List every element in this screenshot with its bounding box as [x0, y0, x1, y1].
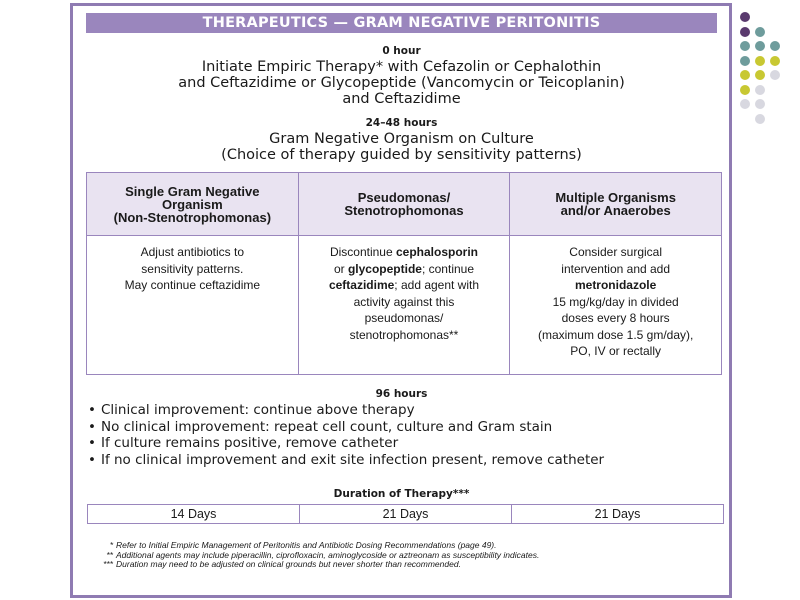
decorative-dot	[755, 70, 765, 80]
header-line: and/or Anaerobes	[560, 203, 671, 218]
decorative-dot	[740, 12, 750, 22]
footnote-mark: **	[106, 549, 113, 560]
cell-line	[305, 294, 504, 311]
cell-line	[516, 277, 715, 294]
footnote-text: Duration may need to be adjusted on clinical grounds but never shorter than recommended.	[116, 559, 461, 569]
stage-0-line: and Ceftazidime	[342, 91, 461, 107]
decorative-dot	[770, 41, 780, 51]
footnote	[91, 560, 701, 570]
cell-line	[305, 310, 504, 327]
cell-line	[516, 294, 715, 311]
decorative-dot	[740, 27, 750, 37]
drug-name: metronidazole	[574, 278, 657, 292]
cell-text: PO, IV or rectally	[570, 344, 661, 358]
cell-multiple-organisms	[510, 236, 722, 375]
footnote-text: Refer to Initial Empiric Management of Peritonitis and Antibiotic Dosing Recommendations (page 49).	[116, 540, 497, 550]
page-title: THERAPEUTICS — GRAM NEGATIVE PERITONITIS	[86, 13, 717, 33]
cell-text: doses every 8 hours	[561, 311, 670, 325]
decorative-dot	[740, 99, 750, 109]
cell-text: Discontinue	[329, 245, 396, 259]
header-line: (Non-Stenotrophomonas)	[113, 209, 272, 225]
column-header-single-gram-negative	[87, 173, 299, 236]
duration-label: Duration of Therapy***	[333, 488, 470, 500]
cell-pseudomonas	[298, 236, 510, 375]
cell-line	[93, 244, 292, 261]
cell-text: ; continue	[421, 261, 475, 276]
cell-line	[305, 327, 504, 344]
cell-line	[93, 277, 292, 294]
cell-text: stenotrophomonas**	[349, 327, 459, 342]
duration-table	[87, 504, 724, 524]
bullet-item: • If no clinical improvement and exit site infection present, remove catheter	[88, 452, 604, 469]
decorative-dot	[755, 99, 765, 109]
bullet-item: • Clinical improvement: continue above therapy	[88, 402, 604, 419]
header-line: Organism	[161, 196, 223, 212]
stage-1-line: Gram Negative Organism on Culture	[269, 131, 534, 147]
header-line: Single Gram Negative	[125, 183, 260, 199]
stage-2-bullets	[88, 402, 604, 468]
decorative-dots	[740, 12, 790, 132]
cell-line	[516, 244, 715, 261]
stage-1-line: (Choice of therapy guided by sensitivity patterns)	[221, 147, 582, 163]
footnote-mark: ***	[103, 559, 113, 569]
decorative-dot	[755, 85, 765, 95]
footnote-mark: *	[109, 540, 113, 550]
cell-text: 15 mg/kg/day in divided	[552, 294, 679, 309]
header-line: Pseudomonas/	[357, 190, 451, 205]
cell-line	[305, 261, 504, 278]
column-header-multiple-organisms	[510, 173, 722, 236]
duration-single-gram-negative: 14 Days	[88, 505, 300, 524]
footnotes	[91, 541, 701, 570]
stage-0-time: 0 hour	[382, 45, 421, 57]
cell-line	[516, 327, 715, 344]
cell-line	[516, 310, 715, 327]
cell-text: pseudomonas/	[364, 311, 444, 325]
drug-name: cephalosporin	[396, 245, 479, 259]
cell-text: or	[333, 261, 348, 276]
duration-multiple-organisms: 21 Days	[512, 505, 724, 524]
stage-0-text	[86, 59, 717, 107]
content-panel	[70, 3, 732, 598]
decorative-dot	[755, 56, 765, 66]
cell-text: sensitivity patterns.	[141, 261, 244, 276]
decorative-dot	[740, 85, 750, 95]
bullet-item: • If culture remains positive, remove catheter	[88, 435, 604, 452]
drug-name: ceftazidime	[328, 278, 395, 292]
cell-text: activity against this	[353, 294, 455, 309]
column-header-pseudomonas	[298, 173, 510, 236]
cell-line	[516, 261, 715, 278]
organism-table	[86, 172, 722, 375]
decorative-dot	[770, 56, 780, 66]
duration-pseudomonas: 21 Days	[300, 505, 512, 524]
cell-text: May continue ceftazidime	[124, 278, 261, 292]
decorative-dot	[740, 70, 750, 80]
cell-text: ; add agent with	[394, 278, 480, 292]
cell-line	[516, 343, 715, 360]
cell-line	[305, 244, 504, 261]
stage-1-time: 24–48 hours	[365, 117, 438, 129]
cell-text: intervention and add	[561, 261, 671, 276]
cell-line	[305, 277, 504, 294]
stage-2-time: 96 hours	[375, 388, 428, 400]
cell-line	[93, 261, 292, 278]
decorative-dot	[755, 27, 765, 37]
decorative-dot	[770, 70, 780, 80]
header-line: Multiple Organisms	[555, 190, 676, 205]
stage-1-text	[86, 131, 717, 163]
footnote-text: Additional agents may include piperacillin, ciprofloxacin, aminoglycoside or aztreonam as susceptibility indicates.	[116, 549, 540, 560]
decorative-dot	[755, 41, 765, 51]
cell-text: Consider surgical	[569, 245, 663, 259]
decorative-dot	[740, 41, 750, 51]
decorative-dot	[755, 114, 765, 124]
cell-text: (maximum dose 1.5 gm/day),	[537, 327, 694, 342]
cell-single-gram-negative	[87, 236, 299, 375]
stage-0-line: Initiate Empiric Therapy* with Cefazolin or Cephalothin	[201, 59, 602, 75]
cell-text: Adjust antibiotics to	[140, 245, 245, 259]
decorative-dot	[740, 56, 750, 66]
bullet-item: • No clinical improvement: repeat cell count, culture and Gram stain	[88, 419, 604, 436]
stage-0-line: and Ceftazidime or Glycopeptide (Vancomycin or Teicoplanin)	[178, 75, 625, 91]
drug-name: glycopeptide	[347, 261, 422, 276]
header-line: Stenotrophomonas	[344, 203, 464, 218]
